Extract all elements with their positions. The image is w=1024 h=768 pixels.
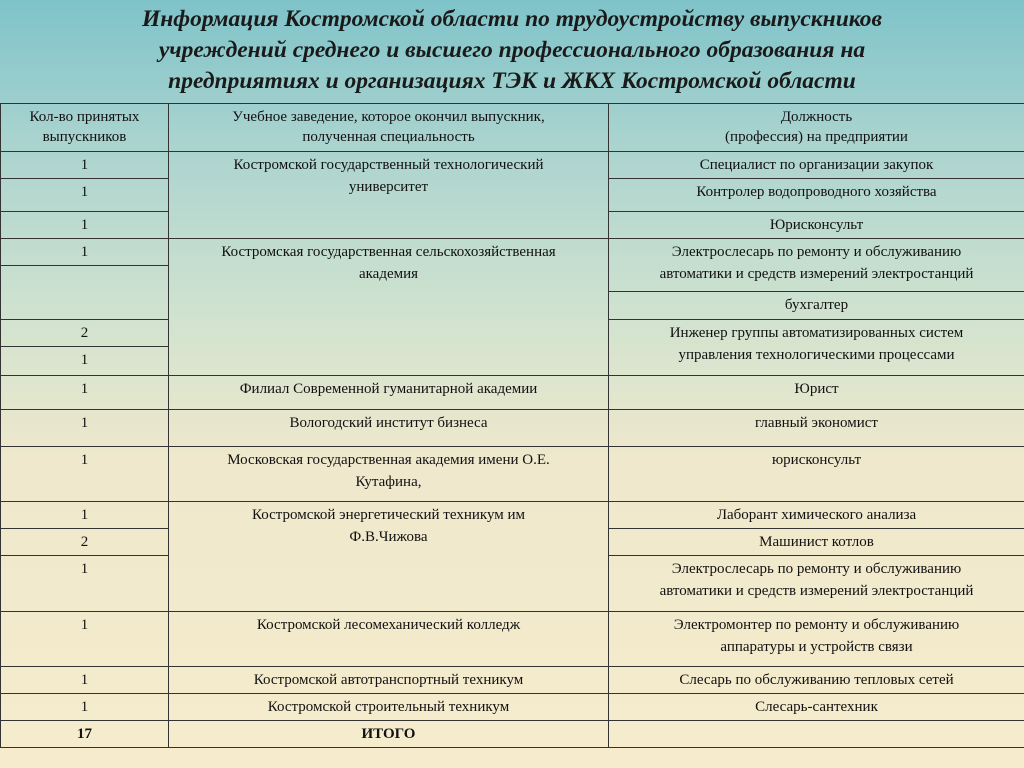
header-institution <box>169 104 609 152</box>
table-row <box>1 694 1024 721</box>
institution-cell: Костромской лесомеханический колледж <box>169 612 609 667</box>
count-cell: 1 <box>1 376 169 410</box>
total-position <box>609 721 1024 748</box>
table-row <box>1 502 1024 529</box>
institution-cell <box>169 502 609 612</box>
institution-cell: Костромской автотранспортный техникум <box>169 667 609 694</box>
header-text: Должность <box>780 109 853 125</box>
institution-cell <box>169 152 609 239</box>
count-cell: 1 <box>1 347 169 376</box>
position-cell: юрисконсульт <box>609 447 1024 502</box>
page-title <box>0 4 1024 102</box>
count-cell: 1 <box>1 410 169 447</box>
position-cell: Лаборант химического анализа <box>609 502 1024 529</box>
count-cell: 2 <box>1 320 169 347</box>
position-cell: Юрисконсульт <box>609 212 1024 239</box>
position-cell <box>609 556 1024 612</box>
title-line: учреждений среднего и высшего профессионального образования на <box>158 37 866 63</box>
position-cell: Юрист <box>609 376 1024 410</box>
position-cell: Контролер водопроводного хозяйства <box>609 179 1024 212</box>
header-position <box>609 104 1024 152</box>
institution-text: Московская государственная академия имени О.Е. <box>227 452 550 468</box>
count-cell: 1 <box>1 447 169 502</box>
table-row <box>1 410 1024 447</box>
institution-text: Костромская государственная сельскохозяйственная <box>221 244 556 260</box>
institution-text: университет <box>348 179 429 195</box>
institution-cell <box>169 239 609 376</box>
position-text: аппаратуры и устройств связи <box>720 639 913 655</box>
table-row <box>1 376 1024 410</box>
institution-cell <box>169 447 609 502</box>
position-cell <box>609 239 1024 292</box>
table-row <box>1 667 1024 694</box>
institution-text: Кутафина, <box>355 474 422 490</box>
institution-text: Костромской энергетический техникум им <box>251 507 526 523</box>
count-cell: 1 <box>1 152 169 179</box>
institution-text: академия <box>358 266 419 282</box>
header-text: полученная специальность <box>302 129 475 145</box>
position-cell: Машинист котлов <box>609 529 1024 556</box>
position-text: Электрослесарь по ремонту и обслуживанию <box>671 244 962 260</box>
table-row <box>1 447 1024 502</box>
total-count: 17 <box>1 721 169 748</box>
position-cell: Специалист по организации закупок <box>609 152 1024 179</box>
title-line: Информация Костромской области по трудоустройству выпускников <box>141 6 883 32</box>
header-text: Кол-во принятых <box>29 109 140 125</box>
count-cell: 1 <box>1 212 169 239</box>
position-cell <box>609 320 1024 376</box>
institution-cell: Костромской строительный техникум <box>169 694 609 721</box>
count-cell: 1 <box>1 502 169 529</box>
position-cell <box>609 612 1024 667</box>
institution-text: Костромской государственный технологический <box>233 157 544 173</box>
total-label: ИТОГО <box>169 721 609 748</box>
position-text: Электромонтер по ремонту и обслуживанию <box>673 617 960 633</box>
institution-text: Ф.В.Чижова <box>349 529 428 545</box>
institution-cell: Вологодский институт бизнеса <box>169 410 609 447</box>
count-cell: 1 <box>1 667 169 694</box>
count-cell: 1 <box>1 694 169 721</box>
position-cell: Слесарь-сантехник <box>609 694 1024 721</box>
institution-cell: Филиал Современной гуманитарной академии <box>169 376 609 410</box>
count-cell: 1 <box>1 239 169 266</box>
table-header-row <box>1 104 1024 152</box>
table-row <box>1 152 1024 179</box>
position-text: Электрослесарь по ремонту и обслуживанию <box>671 561 962 577</box>
position-cell: бухгалтер <box>609 292 1024 320</box>
count-cell: 1 <box>1 179 169 212</box>
count-cell: 2 <box>1 529 169 556</box>
position-text: управления технологическими процессами <box>678 347 955 363</box>
header-text: (профессия) на предприятии <box>725 129 908 145</box>
total-row <box>1 721 1024 748</box>
header-count <box>1 104 169 152</box>
employment-table <box>0 103 1024 748</box>
table-row <box>1 239 1024 266</box>
position-cell: Слесарь по обслуживанию тепловых сетей <box>609 667 1024 694</box>
header-text: Учебное заведение, которое окончил выпускник, <box>232 109 545 125</box>
position-cell: главный экономист <box>609 410 1024 447</box>
count-cell <box>1 266 169 320</box>
table-row <box>1 612 1024 667</box>
count-cell: 1 <box>1 612 169 667</box>
header-text: выпускников <box>42 129 127 145</box>
title-line: предприятиях и организациях ТЭК и ЖКХ Костромской области <box>168 68 856 94</box>
position-text: автоматики и средств измерений электростанций <box>659 266 974 282</box>
position-text: Инженер группы автоматизированных систем <box>669 325 964 341</box>
position-text: автоматики и средств измерений электростанций <box>659 583 974 599</box>
count-cell: 1 <box>1 556 169 612</box>
